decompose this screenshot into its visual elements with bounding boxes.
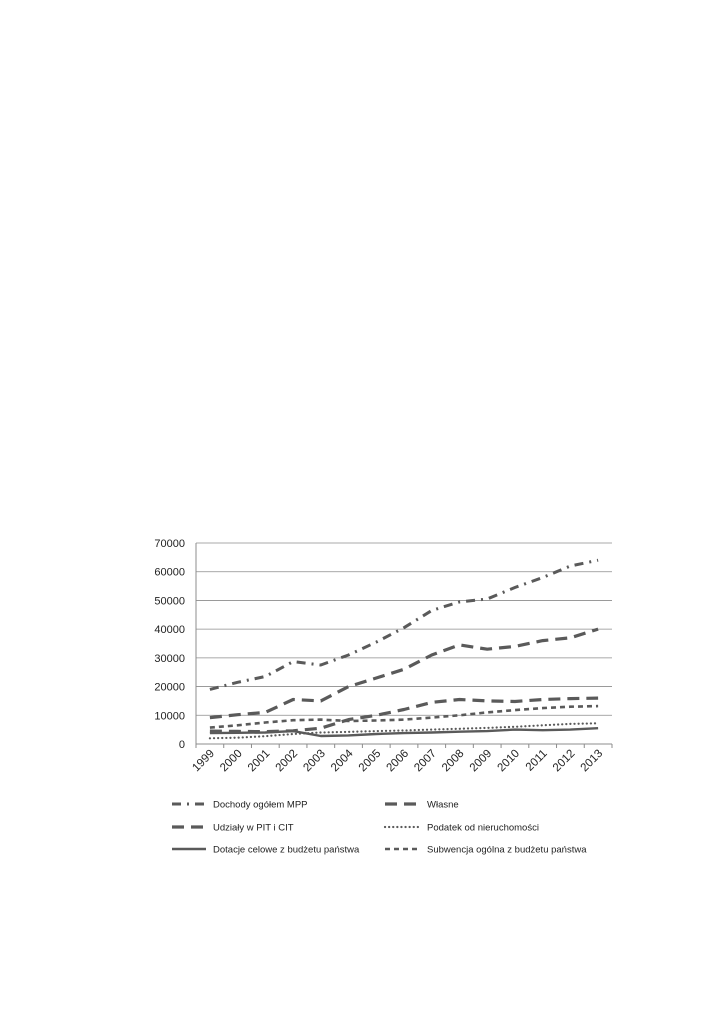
y-tick-label: 60000 bbox=[154, 566, 185, 579]
x-tick-label: 2001 bbox=[245, 747, 273, 775]
series-line bbox=[210, 728, 598, 736]
y-tick-label: 50000 bbox=[154, 595, 185, 608]
x-tick-label: 2002 bbox=[273, 747, 301, 775]
x-tick-label: 2000 bbox=[218, 747, 245, 775]
legend-label: Dotacje celowe z budżetu państwa bbox=[213, 844, 360, 856]
x-tick-label: 2003 bbox=[301, 747, 328, 775]
y-tick-label: 30000 bbox=[154, 652, 185, 665]
legend-label: Własne bbox=[427, 799, 459, 811]
legend bbox=[172, 800, 587, 856]
x-tick-label: 2007 bbox=[412, 747, 439, 775]
y-tick-label: 70000 bbox=[154, 538, 185, 550]
legend-label: Udziały w PIT i CIT bbox=[213, 822, 294, 834]
x-tick-label: 2010 bbox=[495, 747, 523, 775]
y-tick-label: 0 bbox=[178, 739, 185, 751]
x-tick-label: 2013 bbox=[578, 747, 606, 775]
legend-label: Subwencja ogólna z budżetu państwa bbox=[427, 844, 587, 856]
y-tick-label: 20000 bbox=[154, 681, 185, 694]
x-tick-label: 2006 bbox=[384, 747, 412, 775]
series-line bbox=[210, 629, 598, 718]
gridlines bbox=[196, 543, 612, 715]
x-tick-label: 2012 bbox=[550, 747, 578, 775]
y-tick-labels bbox=[154, 538, 185, 751]
x-tick-label: 2011 bbox=[523, 747, 550, 774]
y-tick-label: 10000 bbox=[154, 710, 185, 723]
x-tick-label: 1999 bbox=[190, 747, 217, 775]
legend-label: Podatek od nieruchomości bbox=[427, 822, 539, 834]
x-tick-label: 2008 bbox=[440, 747, 467, 775]
x-tick-label: 2005 bbox=[356, 747, 384, 775]
x-tick-labels bbox=[190, 747, 605, 774]
x-tick-label: 2004 bbox=[329, 747, 356, 775]
series-lines bbox=[210, 560, 598, 738]
series-line bbox=[210, 560, 598, 689]
axes bbox=[196, 543, 612, 748]
legend-label: Dochody ogółem MPP bbox=[213, 799, 308, 811]
x-tick-label: 2009 bbox=[467, 747, 495, 775]
y-tick-label: 40000 bbox=[154, 624, 185, 637]
